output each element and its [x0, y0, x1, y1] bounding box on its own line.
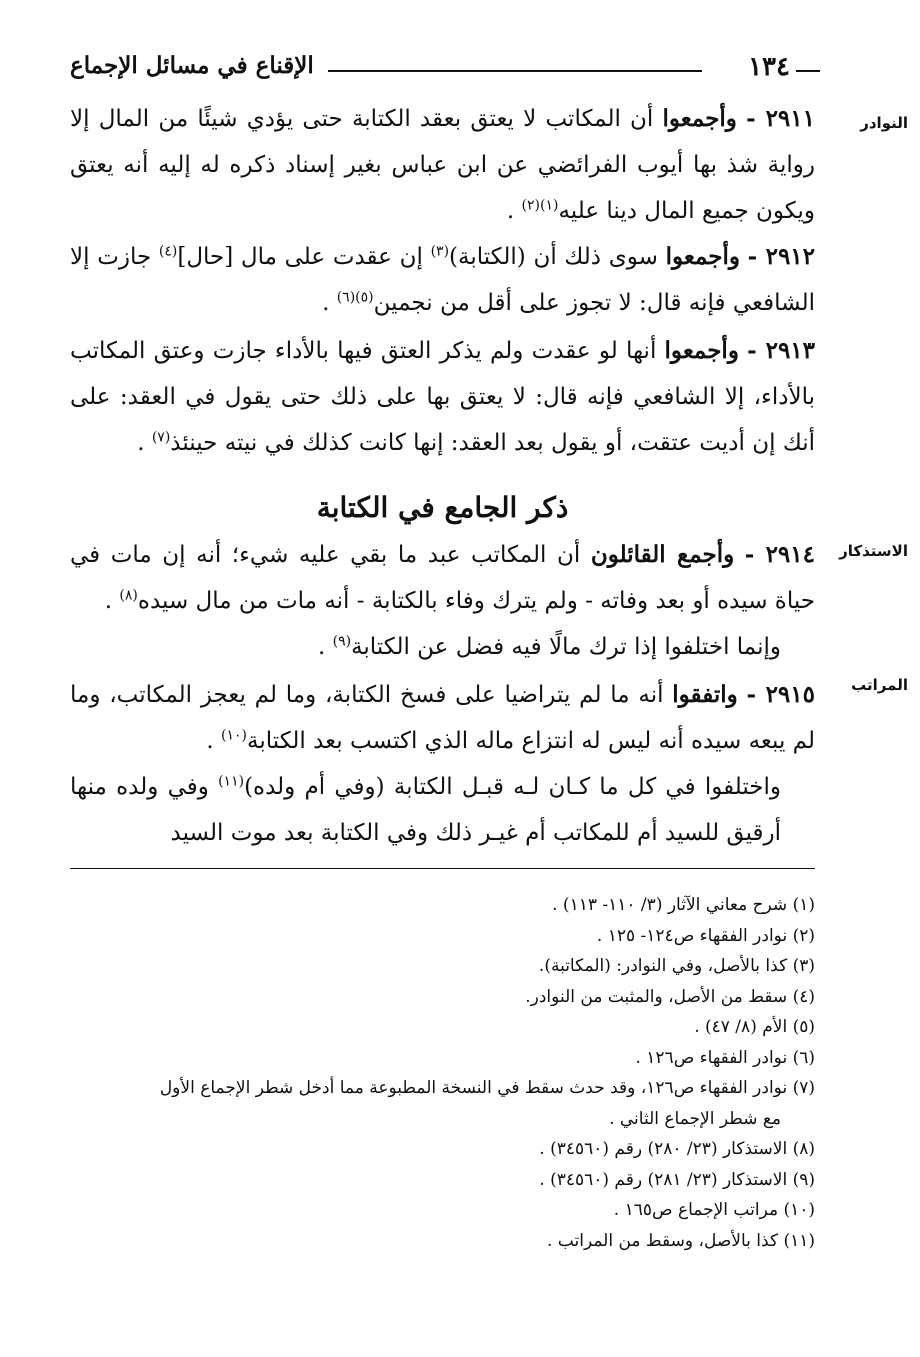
entry-text: أنها لو عقدت ولم يذكر العتق فيها بالأداء جازت وعتق المكاتب بالأداء، إلا الشافعي فإنه قال: لا يعتق بها على ذلك حتى يقول في العقد: على أنك إن أديت عتقت، أو يقول بعد العقد: إنها كانت كذلك في نيته حينئذ: [70, 338, 815, 456]
entry-keyword: وأجمع القائلون: [590, 541, 735, 568]
footnote-ref: (٧): [151, 429, 171, 446]
footnote: (١) شرح معاني الآثار (٣/ ١١٠- ١١٣) .: [552, 895, 815, 915]
paragraph-2913: [70, 328, 815, 466]
footnote: (٧) نوادر الفقهاء ص١٢٦، وقد حدث سقط في النسخة المطبوعة مما أدخل شطر الإجماع الأول: [159, 1078, 815, 1098]
footnote-ref: (٨): [119, 587, 138, 604]
entry-keyword: وأجمعوا: [665, 243, 740, 270]
entry-end: .: [506, 198, 522, 224]
entry-continuation: واختلفوا في كل ما كـان لـه قبـل الكتابة (وفي أم ولده): [244, 774, 782, 800]
footnote: (٣) كذا بالأصل، وفي النوادر: (المكاتبة).: [538, 956, 815, 976]
header-rule: [328, 70, 702, 72]
margin-note-nawadir: النوادر: [860, 114, 908, 132]
footnote-ref: (١١): [218, 773, 245, 790]
entry-number: ٢٩١٤ -: [744, 541, 815, 568]
entry-text: أنه ما لم يتراضيا على فسخ الكتابة، وما لم يعجز المكاتب، وما لم يبعه سيده أنه ليس له انتزاع ماله الذي اكتسب بعد الكتابة: [70, 682, 815, 754]
entry-end: .: [206, 728, 222, 754]
entry-number: ٢٩١١ -: [746, 105, 815, 132]
footnote-ref: (٤): [158, 243, 178, 260]
margin-note-maratib: المراتب: [851, 676, 908, 694]
entry-keyword: وأجمعوا: [662, 105, 737, 132]
paragraph-2914: [70, 532, 815, 670]
entry-continuation: وفي ولده منها أرقيق للسيد أم للمكاتب أم غيـر ذلك وفي الكتابة بعد موت السيد: [70, 774, 781, 846]
section-heading: [70, 476, 815, 534]
footnote-continuation: مع شطر الإجماع الثاني .: [609, 1108, 781, 1129]
paragraph-2911: [70, 96, 815, 234]
entry-keyword: وأجمعوا: [664, 337, 739, 364]
section-title: ذكر الجامع في الكتابة: [316, 491, 569, 524]
page-number: ١٣٤: [748, 52, 790, 82]
entry-number: ٢٩١٢ -: [747, 243, 816, 270]
paragraph-2912: [70, 234, 815, 326]
entry-text: أن المكاتب لا يعتق بعقد الكتابة حتى يؤدي شيئًا من المال إلا رواية شذ بها أيوب الفرائضي عن ابن عباس بغير إسناد ذكره له إليه أنه يعتق ويكون جميع المال دينا عليه: [70, 106, 815, 224]
entry-continuation: وإنما اختلفوا إذا ترك مالًا فيه فضل عن الكتابة: [351, 634, 781, 660]
footnote: (١١) كذا بالأصل، وسقط من المراتب .: [546, 1230, 815, 1251]
paragraph-2915: [70, 672, 815, 856]
footnotes: [70, 890, 815, 1256]
entry-text: سوى ذلك أن (الكتابة): [449, 244, 658, 270]
footnote-ref: (٩): [332, 633, 352, 650]
footnote-ref: (١)(٢): [521, 197, 559, 214]
margin-note-istidhkar: الاستذكار: [839, 542, 908, 560]
footnote: (٦) نوادر الفقهاء ص١٢٦ .: [635, 1047, 815, 1068]
entry-number: ٢٩١٥ -: [746, 681, 815, 708]
footnote: (٤) سقط من الأصل، والمثبت من النوادر.: [525, 986, 815, 1007]
entry-number: ٢٩١٣ -: [747, 337, 816, 364]
entry-end: .: [322, 290, 337, 316]
entry-text: جازت إلا الشافعي فإنه قال: لا تجوز على أقل من نجمين: [70, 244, 815, 316]
footnote-ref: (١٠): [221, 727, 248, 744]
entry-end: .: [104, 588, 120, 614]
footnote: (٩) الاستذكار (٢٣/ ٢٨١) رقم (٣٤٥٦٠) .: [539, 1169, 815, 1190]
entry-text: أن المكاتب عبد ما بقي عليه شيء؛ أنه إن مات في حياة سيده أو بعد وفاته - ولم يترك وفاء بالكتابة - أنه مات من مال سيده: [70, 542, 815, 614]
footnote: (٨) الاستذكار (٢٣/ ٢٨٠) رقم (٣٤٥٦٠) .: [539, 1139, 815, 1159]
footnote: (٢) نوادر الفقهاء ص١٢٤- ١٢٥ .: [596, 925, 815, 946]
entry-end: .: [137, 430, 152, 456]
header-rule-right: [796, 70, 820, 72]
entry-text: إن عقدت على مال [حال]: [177, 244, 431, 270]
footnote: (١٠) مراتب الإجماع ص١٦٥ .: [613, 1200, 815, 1220]
footnote-divider: [70, 868, 815, 869]
footnote-ref: (٥)(٦): [336, 289, 374, 306]
page-header: [70, 48, 820, 88]
running-title: الإقناع في مسائل الإجماع: [70, 52, 314, 79]
footnote: (٥) الأم (٨/ ٤٧) .: [694, 1017, 815, 1037]
entry-end: .: [317, 634, 333, 660]
footnote-ref: (٣): [430, 243, 450, 260]
entry-keyword: واتفقوا: [672, 681, 738, 708]
